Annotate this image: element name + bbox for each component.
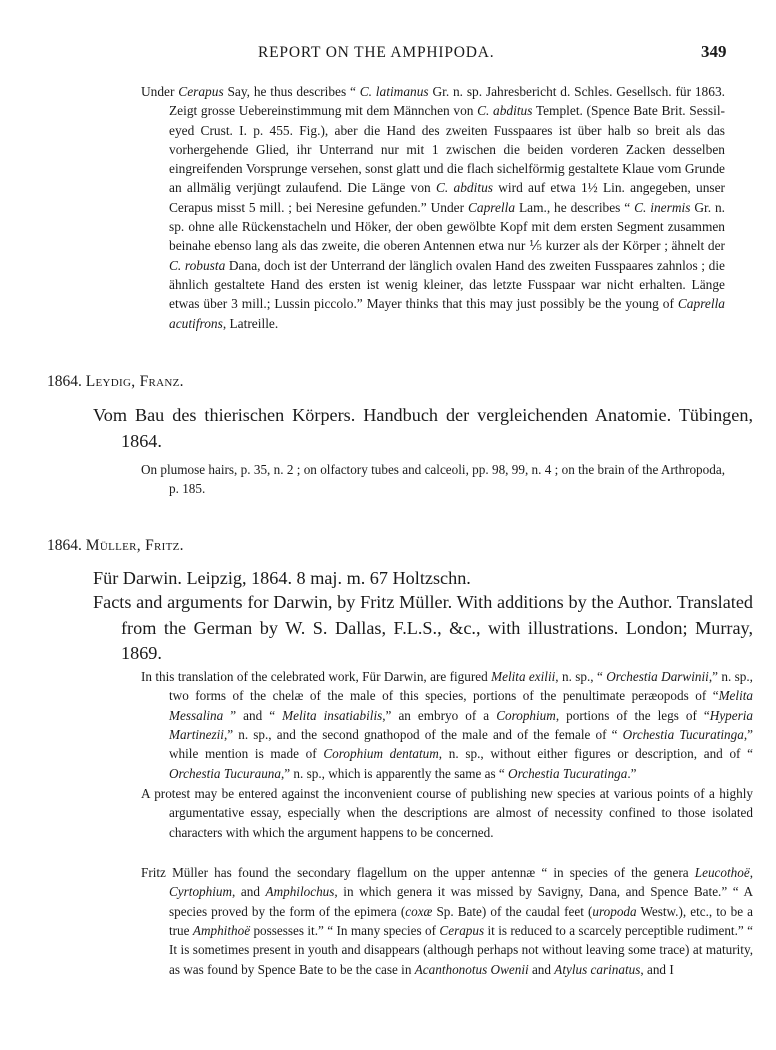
cerapus-caprella-note: Under Cerapus Say, he thus describes “ C. latimanus Gr. n. sp. Jahresbericht d. Schles. Gesellsch. für 1863. Zeigt grosse Uebereinstimmung mit dem Männchen von C. abditus Templet. (Spence Bate Brit. Sessil-eyed Crust. I. p. 455. Fig.), aber die Hand des zweiten Fusspaares ist über halb so breit als das vorhergehende Glied, ihr Unterrand nur mit 1 zwischen die beiden vorderen Zacken desselben eingreifenden Vorsprunge versehen, sonst glatt und die flach sichelförmig gestaltete Klaue vom Grunde an allmälig verjüngt zulaufend. Die Länge von C. abditus wird auf etwa 1½ Lin. angegeben, unser Cerapus misst 5 mill. ; bei Neresine gefunden.” Under Caprella Lam., he describes “ C. inermis Gr. n. sp. ohne alle Rückenstacheln und Höker, der oben gewölbte Kopf mit dem ersten Segment zusammen beinahe ebenso lang als das zweite, die oberen Antennen etwa nur ⅕ kurzer als der Körper ; ähnelt der C. robusta Dana, doch ist der Unterrand der länglich ovalen Hand des zweiten Fusspaares zahnlos ; die ähnlich gestaltete Hand des ersten ist wenig kleiner, das letzte Fusspaar war nicht erhalten. Länge etwas über 3 mill.; Lussin piccolo.” Mayer thinks that this may just possibly be the young of Caprella acutifrons, Latreille. xyxy=(141,84,726,331)
leydig-work-title: Vom Bau des thierischen Körpers. Handbuch der vergleichenden Anatomie. Tübingen, 1864. xyxy=(93,405,753,451)
entry-year: 1864. xyxy=(47,537,82,554)
running-head xyxy=(0,44,776,68)
protest-paragraph: A protest may be entered against the inconvenient course of publishing new species at various points of a highly argumentative essay, especially when the descriptions are almost of necessity confined to those isolated characters with which the argument happens to be concerned. xyxy=(141,786,753,840)
leydig-entry-heading xyxy=(47,373,184,391)
page-number: 349 xyxy=(701,42,727,61)
muller-work-title-german: Für Darwin. Leipzig, 1864. 8 maj. m. 67 Holtzschn. xyxy=(93,568,471,588)
muller-work-title-english: Facts and arguments for Darwin, by Fritz Müller. With additions by the Author. Translated from the German by W. S. Dallas, F.L.S., &c., with illustrations. London; Murray, 1869. xyxy=(93,592,753,663)
entry-year: 1864. xyxy=(47,373,82,390)
leydig-note: On plumose hairs, p. 35, n. 2 ; on olfactory tubes and calceoli, pp. 98, 99, n. 4 ; on the brain of the Arthropoda, p. 185. xyxy=(141,462,725,497)
translation-paragraph: In this translation of the celebrated work, Für Darwin, are figured Melita exilii, n. sp., “ Orchestia Darwinii,” n. sp., two forms of the chelæ of the male of this species, portions of the penultimate peræopods of “Melita Messalina ” and “ Melita insatiabilis,” an embryo of a Corophium, portions of the legs of “Hyperia Martinezii,” n. sp., and the second gnathopod of the male and of the female of “ Orchestia Tucuratinga,” while mention is made of Corophium dentatum, n. sp., without either figures or description, and of “ Orchestia Tucurauna,” n. sp., which is apparently the same as “ Orchestia Tucuratinga.” xyxy=(141,669,754,781)
running-head-title: REPORT ON THE AMPHIPODA. xyxy=(258,44,495,61)
entry-author: Müller, Fritz. xyxy=(85,537,184,554)
secondary-flagellum-paragraph: Fritz Müller has found the secondary flagellum on the upper antennæ “ in species of the genera Leucothoë, Cyrtophium, and Amphilochus, in which genera it was missed by Savigny, Dana, and Spence Bate.” “ A species proved by the form of the epimera (coxæ Sp. Bate) of the caudal feet (uropoda Westw.), etc., to be a true Amphithoë possesses it.” “ In many species of Cerapus it is reduced to a scarcely perceptible rudiment.” “ It is sometimes present in youth and disappears (although perhaps not without leaving some trace) at maturity, as was found by Spence Bate to be the case in Acanthonotus Owenii and Atylus carinatus, and I xyxy=(141,865,754,977)
entry-author: Leydig, Franz. xyxy=(85,373,184,390)
muller-entry-heading xyxy=(47,537,184,555)
